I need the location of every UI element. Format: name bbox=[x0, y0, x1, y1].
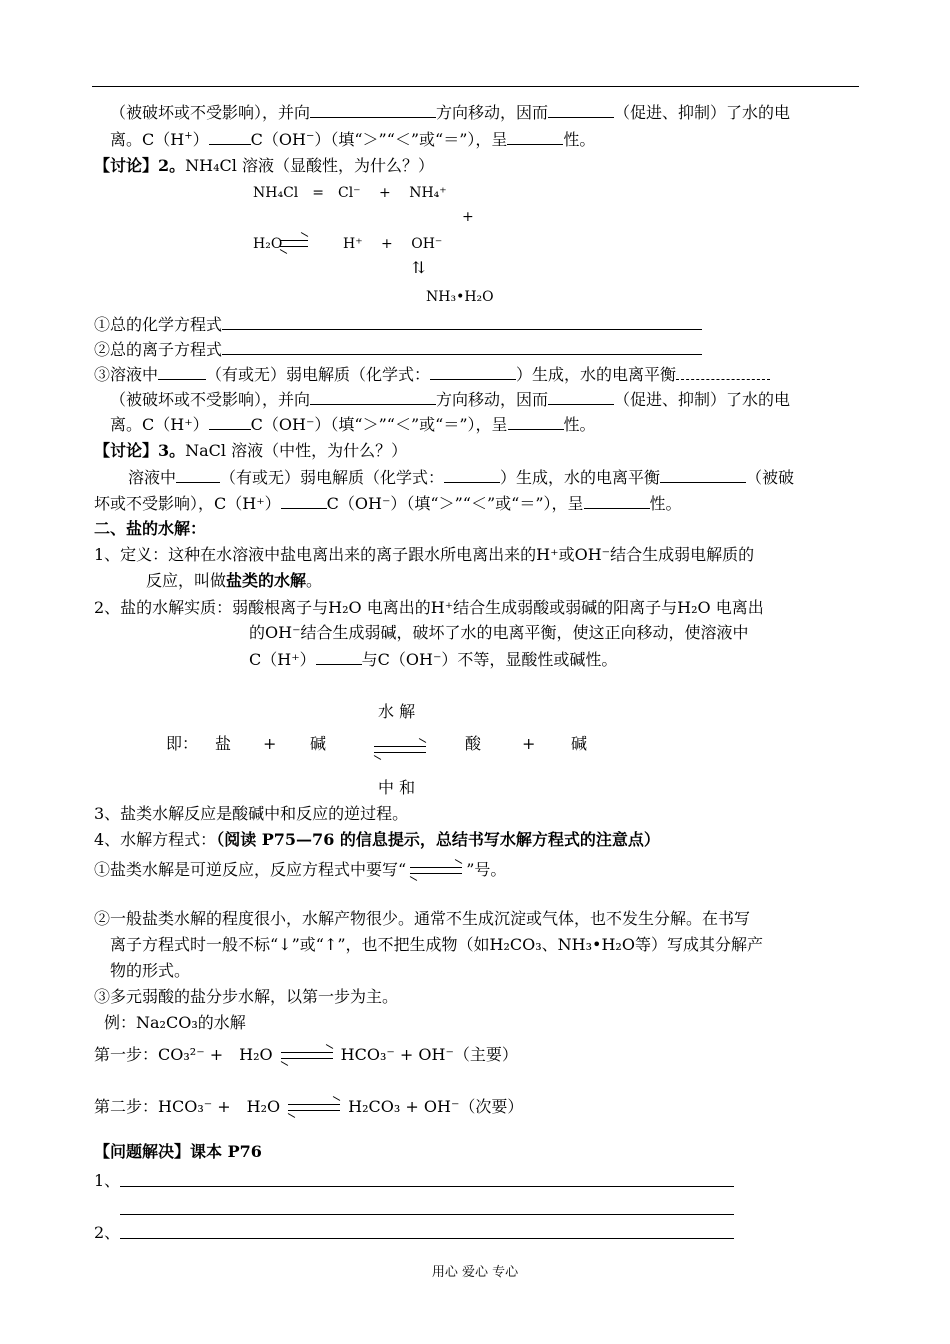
page-footer: 用心 爱心 专心 bbox=[431, 1265, 519, 1280]
definition-line-1: 1、定义：这种在水溶液中盐电离出来的离子跟水所电离出来的H⁺或OH⁻结合生成弱电解质的 bbox=[94, 545, 755, 564]
hydrolysis-label: 水 解 bbox=[378, 702, 416, 721]
answer-line-2[interactable] bbox=[120, 1238, 734, 1239]
example: 例：Na₂CO₃的水解 bbox=[104, 1013, 246, 1032]
rx-acid: 酸 bbox=[465, 734, 482, 753]
top-line-2: 离。C（H+） C（OH−）（填“＞”“＜”或“＝”），呈 性。 bbox=[110, 130, 596, 149]
discussion-2-heading: 【讨论】2。NH₄Cl 溶液（显酸性，为什么？） bbox=[94, 156, 434, 175]
water-ionization: H₂O bbox=[253, 233, 308, 255]
rule-1: ①盐类水解是可逆反应，反应方程式中要写“ ”号。 bbox=[94, 860, 507, 879]
step-1: 第一步：CO₃²⁻ + H₂O HCO₃⁻ + OH⁻（主要） bbox=[94, 1045, 518, 1064]
d3-line-2: 坏或不受影响），C（H⁺） C（OH⁻）（填“＞”“＜”或“＝”），呈 性。 bbox=[94, 494, 682, 513]
rule-2-line-3: 物的形式。 bbox=[110, 961, 191, 980]
discussion-3-heading: 【讨论】3。NaCl 溶液（中性，为什么？） bbox=[94, 441, 408, 460]
equilibrium-arrow-icon: ⇅ bbox=[412, 258, 426, 277]
nh4cl-ionization: NH₄Cl = Cl⁻ + NH₄⁺ bbox=[253, 185, 447, 201]
answer-line-1b[interactable] bbox=[120, 1214, 734, 1215]
rx-ji: 即： bbox=[166, 734, 199, 753]
rx-base-2: 碱 bbox=[571, 734, 588, 753]
point-4: 4、水解方程式：（阅读 P75—76 的信息提示，总结书写水解方程式的注意点） bbox=[94, 830, 660, 849]
nh3-h2o: NH₃•H₂O bbox=[426, 289, 494, 305]
problem-2-number: 2、 bbox=[94, 1223, 121, 1242]
q3-line-2: （被破坏或不受影响），并向 方向移动，因而 （促进、抑制）了水的电 bbox=[110, 390, 791, 409]
header-rule bbox=[92, 86, 859, 87]
top-line-1: （被破坏或不受影响），并向 方向移动，因而 （促进、抑制）了水的电 bbox=[110, 103, 791, 122]
rule-2-line-2: 离子方程式时一般不标“↓”或“↑”，也不把生成物（如H₂CO₃、NH₃•H₂O等）写成其分解产 bbox=[110, 935, 763, 954]
rx-plus-1: + bbox=[263, 734, 277, 753]
neutralization-label: 中 和 bbox=[378, 778, 416, 797]
section-2-title: 二、盐的水解： bbox=[94, 519, 207, 538]
q1-chemical-equation: ①总的化学方程式 bbox=[94, 313, 702, 336]
essence-line-1: 2、盐的水解实质：弱酸根离子与H₂O 电离出的H⁺结合生成弱酸或弱碱的阳离子与H₂O 电离出 bbox=[94, 598, 764, 617]
d3-line-1: 溶液中 （有或无）弱电解质（化学式： ）生成，水的电离平衡 （被破 bbox=[128, 468, 795, 487]
rx-salt: 盐 bbox=[215, 734, 232, 753]
step-2: 第二步：HCO₃⁻ + H₂O H₂CO₃ + OH⁻（次要） bbox=[94, 1097, 524, 1116]
rule-3: ③多元弱酸的盐分步水解，以第一步为主。 bbox=[94, 987, 399, 1006]
essence-line-3: C（H⁺） 与C（OH⁻）不等，显酸性或碱性。 bbox=[249, 650, 618, 669]
water-ions: H⁺ + OH⁻ bbox=[343, 236, 443, 252]
reversible-arrow-icon bbox=[374, 738, 426, 760]
answer-line-1a[interactable] bbox=[120, 1186, 734, 1187]
rule-2-line-1: ②一般盐类水解的程度很小，水解产物很少。通常不生成沉淀或气体，也不发生分解。在书写 bbox=[94, 909, 751, 928]
point-3: 3、盐类水解反应是酸碱中和反应的逆过程。 bbox=[94, 804, 409, 823]
essence-line-2: 的OH⁻结合生成弱碱，破坏了水的电离平衡，使这正向移动，使溶液中 bbox=[249, 623, 749, 642]
problem-title: 【问题解决】课本 P76 bbox=[94, 1142, 262, 1161]
definition-line-2: 反应，叫做盐类的水解。 bbox=[146, 571, 323, 590]
rx-base-1: 碱 bbox=[310, 734, 327, 753]
q2-ionic-equation: ②总的离子方程式 bbox=[94, 338, 702, 361]
problem-1-number: 1、 bbox=[94, 1171, 121, 1190]
rx-plus-2: + bbox=[522, 734, 536, 753]
q3-line-1: ③溶液中 （有或无）弱电解质（化学式： ）生成，水的电离平衡 bbox=[94, 363, 770, 386]
plus-sign: + bbox=[462, 209, 474, 225]
q3-line-3: 离。C（H⁺） C（OH⁻）（填“＞”“＜”或“＝”），呈 性。 bbox=[110, 415, 596, 434]
